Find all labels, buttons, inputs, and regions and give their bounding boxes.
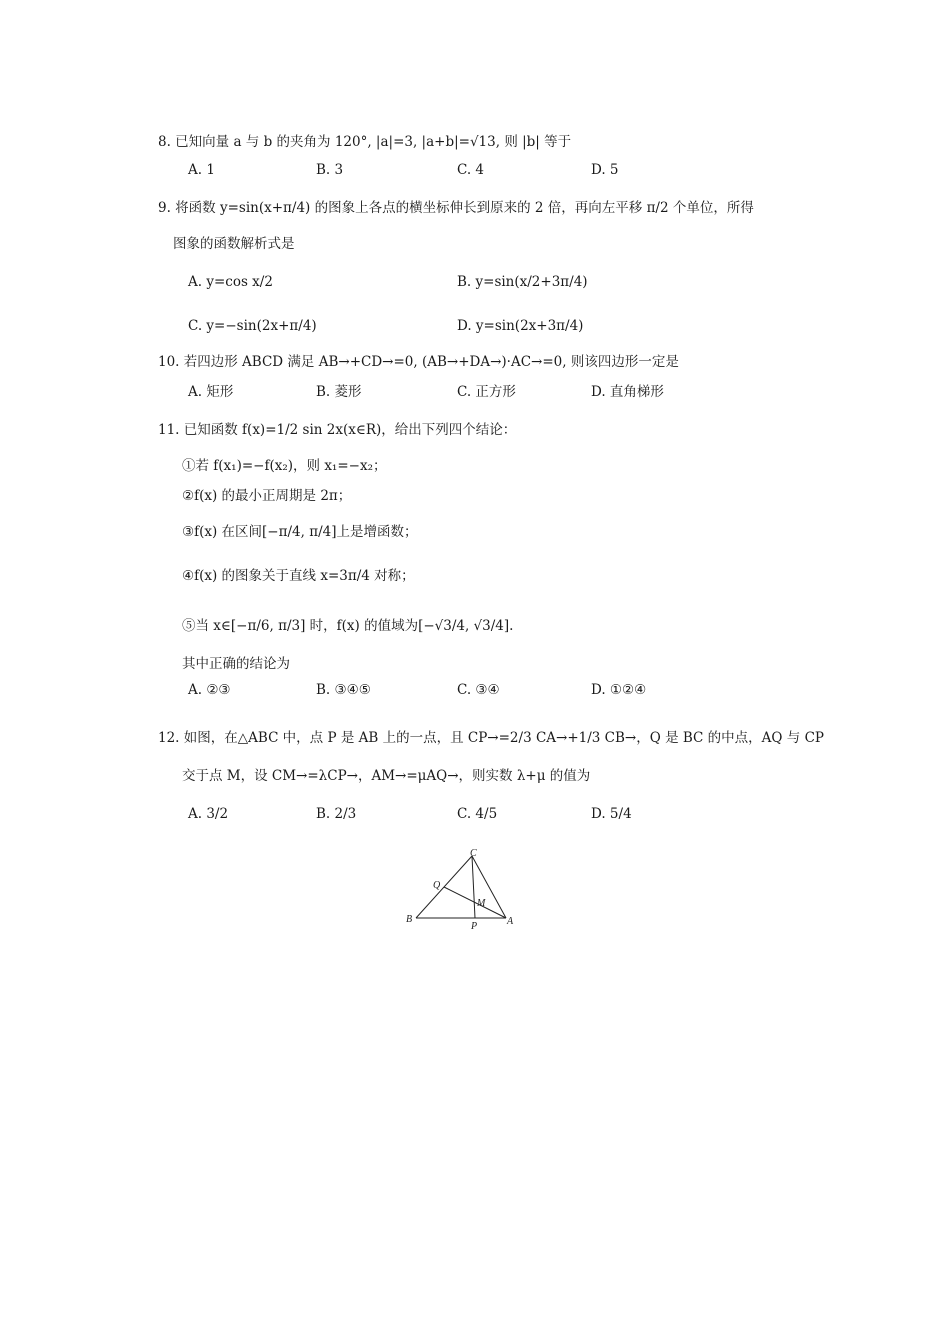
question-9-stem-line2: 图象的函数解析式是 bbox=[173, 236, 295, 252]
question-11-stem: 11. 已知函数 f(x)=1/2 sin 2x(x∈R)，给出下列四个结论： bbox=[158, 422, 517, 438]
question-9-option-c: C. y=−sin(2x+π/4) bbox=[188, 318, 317, 334]
question-11-item-5: ⑤当 x∈[−π/6, π/3] 时，f(x) 的值域为[−√3/4, √3/4]. bbox=[182, 618, 514, 634]
question-12-option-a: A. 3/2 bbox=[188, 806, 229, 822]
question-10-option-c: C. 正方形 bbox=[457, 384, 516, 400]
question-8-option-a: A. 1 bbox=[188, 162, 215, 178]
question-12-stem-line2: 交于点 M，设 CM→=λCP→，AM→=μAQ→，则实数 λ+μ 的值为 bbox=[182, 768, 591, 784]
question-12-option-b: B. 2/3 bbox=[316, 806, 357, 822]
question-11-option-a: A. ②③ bbox=[188, 682, 231, 698]
question-11-option-c: C. ③④ bbox=[457, 682, 500, 698]
question-11-option-b: B. ③④⑤ bbox=[316, 682, 371, 698]
question-8-stem: 8. 已知向量 a 与 b 的夹角为 120°, |a|=3, |a+b|=√13, 则 |b| 等于 bbox=[158, 134, 572, 150]
label-m: M bbox=[477, 898, 486, 909]
question-12-stem-line1: 12. 如图，在△ABC 中，点 P 是 AB 上的一点，且 CP→=2/3 CA→+1/3 CB→，Q 是 BC 的中点，AQ 与 CP bbox=[158, 730, 824, 746]
label-c: C bbox=[470, 848, 477, 859]
question-11-option-d: D. ①②④ bbox=[591, 682, 647, 698]
label-b: B bbox=[406, 914, 413, 925]
question-10-stem: 10. 若四边形 ABCD 满足 AB→+CD→=0, (AB→+DA→)·AC→=0, 则该四边形一定是 bbox=[158, 354, 679, 370]
triangle-figure bbox=[400, 848, 525, 933]
segment-cp bbox=[472, 856, 475, 918]
question-11-item-4: ④f(x) 的图象关于直线 x=3π/4 对称； bbox=[182, 568, 415, 584]
question-11-item-2: ②f(x) 的最小正周期是 2π； bbox=[182, 488, 352, 504]
question-12-option-c: C. 4/5 bbox=[457, 806, 498, 822]
question-11-item-3: ③f(x) 在区间[−π/4, π/4]上是增函数； bbox=[182, 524, 418, 540]
question-10-option-a: A. 矩形 bbox=[188, 384, 234, 400]
question-11-prompt: 其中正确的结论为 bbox=[182, 656, 290, 672]
question-10-option-b: B. 菱形 bbox=[316, 384, 362, 400]
question-8-option-d: D. 5 bbox=[591, 162, 619, 178]
question-11-item-1: ①若 f(x₁)=−f(x₂)，则 x₁=−x₂； bbox=[182, 458, 387, 474]
label-q: Q bbox=[433, 880, 441, 891]
label-p: P bbox=[471, 921, 478, 932]
label-a: A bbox=[507, 916, 514, 927]
question-9-option-b: B. y=sin(x/2+3π/4) bbox=[457, 274, 588, 290]
question-9-option-a: A. y=cos x/2 bbox=[188, 274, 273, 290]
question-8-option-b: B. 3 bbox=[316, 162, 344, 178]
question-9-option-d: D. y=sin(2x+3π/4) bbox=[457, 318, 584, 334]
question-10-option-d: D. 直角梯形 bbox=[591, 384, 664, 400]
question-12-option-d: D. 5/4 bbox=[591, 806, 632, 822]
question-8-option-c: C. 4 bbox=[457, 162, 485, 178]
question-9-stem-line1: 9. 将函数 y=sin(x+π/4) 的图象上各点的横坐标伸长到原来的 2 倍，再向左平移 π/2 个单位，所得 bbox=[158, 200, 754, 216]
